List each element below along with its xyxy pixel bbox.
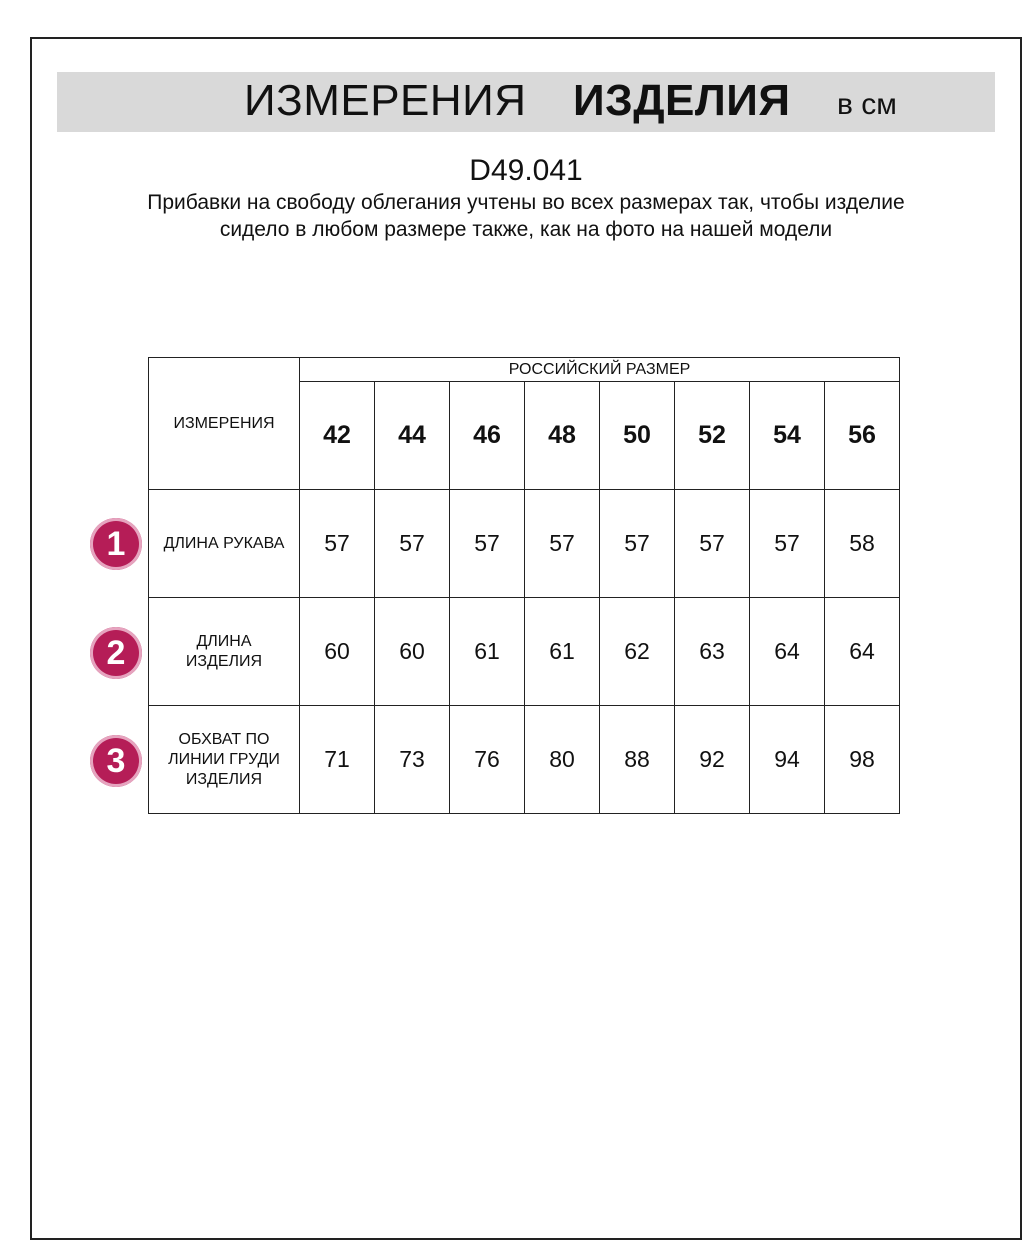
measurement-number-badge: 2 [90,627,142,679]
measurement-number-badge: 3 [90,735,142,787]
size-cell: 54 [750,382,825,490]
value-cell: 58 [825,490,900,598]
value-cell: 60 [300,598,375,706]
value-cell: 73 [375,706,450,814]
value-cell: 57 [450,490,525,598]
row-label [149,706,300,814]
measurement-number-badge: 1 [90,518,142,570]
value-cell: 57 [750,490,825,598]
row-label: ДЛИНА РУКАВА [149,490,300,598]
size-cell: 56 [825,382,900,490]
table-row [149,706,900,814]
size-cell: 48 [525,382,600,490]
value-cell: 57 [375,490,450,598]
table-row [149,598,900,706]
table-row [149,490,900,598]
value-cell: 80 [525,706,600,814]
table-header-row [149,358,900,382]
row-label [149,598,300,706]
title-units: в см [837,88,897,121]
value-cell: 92 [675,706,750,814]
value-cell: 64 [750,598,825,706]
size-cell: 42 [300,382,375,490]
value-cell: 57 [600,490,675,598]
value-cell: 57 [300,490,375,598]
title-regular: ИЗМЕРЕНИЯ [244,76,527,125]
row-label-text: ДЛИНА ИЗДЕЛИЯ [185,632,263,670]
value-cell: 71 [300,706,375,814]
value-cell: 98 [825,706,900,814]
title-bold: ИЗДЕЛИЯ [573,76,791,125]
size-cell: 52 [675,382,750,490]
size-table [148,357,900,814]
value-cell: 61 [450,598,525,706]
russian-size-header: РОССИЙСКИЙ РАЗМЕР [300,358,900,382]
value-cell: 57 [525,490,600,598]
value-cell: 62 [600,598,675,706]
row-label-text: ОБХВАТ ПО ЛИНИИ ГРУДИ ИЗДЕЛИЯ [168,730,280,788]
value-cell: 64 [825,598,900,706]
article-code: D49.041 [469,154,583,187]
size-cell: 50 [600,382,675,490]
value-cell: 61 [525,598,600,706]
value-cell: 57 [675,490,750,598]
fit-note: Прибавки на свободу облегания учтены во всех размерах так, чтобы изделие сидело в любом размере также, как на фото на нашей модели [147,191,905,241]
value-cell: 63 [675,598,750,706]
size-cell: 44 [375,382,450,490]
value-cell: 94 [750,706,825,814]
measurements-header: ИЗМЕРЕНИЯ [149,358,300,490]
value-cell: 60 [375,598,450,706]
size-cell: 46 [450,382,525,490]
value-cell: 88 [600,706,675,814]
value-cell: 76 [450,706,525,814]
